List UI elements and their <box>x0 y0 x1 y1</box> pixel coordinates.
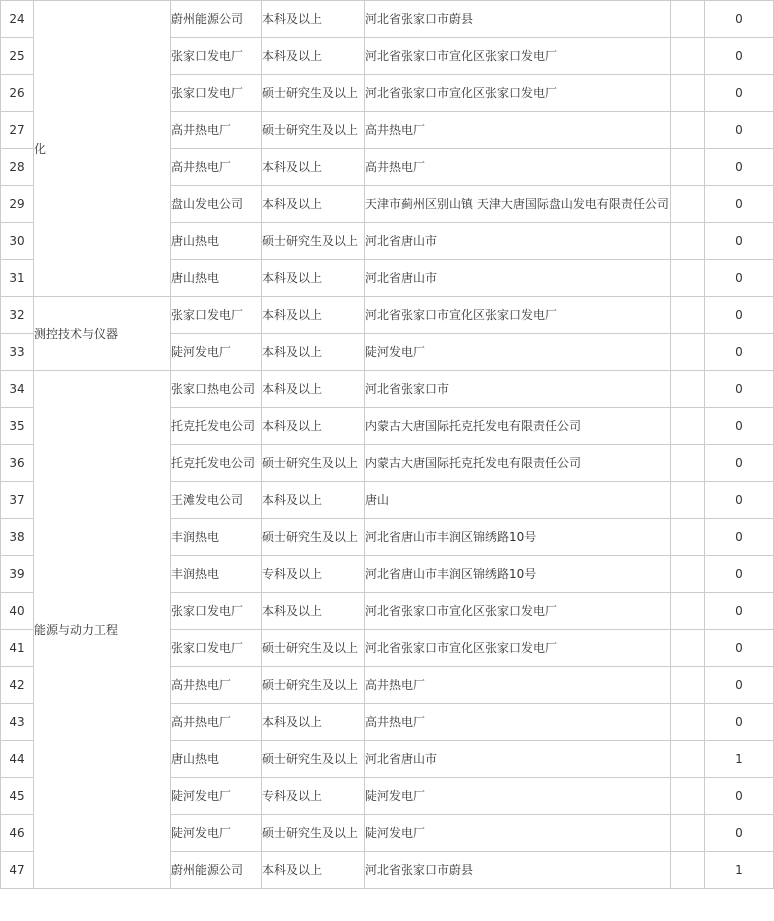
location-cell: 陡河发电厂 <box>365 815 671 852</box>
location-cell: 河北省张家口市 <box>365 371 671 408</box>
location-cell: 河北省张家口市蔚县 <box>365 852 671 889</box>
education-cell: 本科及以上 <box>262 593 365 630</box>
blank-cell <box>671 630 705 667</box>
row-number-cell: 26 <box>1 75 34 112</box>
education-cell: 本科及以上 <box>262 408 365 445</box>
row-number-cell: 30 <box>1 223 34 260</box>
blank-cell <box>671 852 705 889</box>
location-cell: 河北省张家口市宣化区张家口发电厂 <box>365 297 671 334</box>
education-cell: 硕士研究生及以上 <box>262 445 365 482</box>
blank-cell <box>671 38 705 75</box>
education-cell: 本科及以上 <box>262 186 365 223</box>
education-cell: 专科及以上 <box>262 778 365 815</box>
blank-cell <box>671 408 705 445</box>
value-cell: 0 <box>705 223 774 260</box>
value-cell: 0 <box>705 408 774 445</box>
blank-cell <box>671 593 705 630</box>
blank-cell <box>671 75 705 112</box>
company-cell: 托克托发电公司 <box>171 445 262 482</box>
value-cell: 1 <box>705 852 774 889</box>
value-cell: 0 <box>705 630 774 667</box>
row-number-cell: 29 <box>1 186 34 223</box>
company-cell: 蔚州能源公司 <box>171 852 262 889</box>
education-cell: 硕士研究生及以上 <box>262 519 365 556</box>
row-number-cell: 44 <box>1 741 34 778</box>
value-cell: 0 <box>705 38 774 75</box>
blank-cell <box>671 112 705 149</box>
location-cell: 河北省唐山市 <box>365 223 671 260</box>
company-cell: 蔚州能源公司 <box>171 1 262 38</box>
row-number-cell: 37 <box>1 482 34 519</box>
location-cell: 唐山 <box>365 482 671 519</box>
table-row <box>1 297 774 334</box>
location-cell: 高井热电厂 <box>365 112 671 149</box>
company-cell: 高井热电厂 <box>171 112 262 149</box>
company-cell: 张家口发电厂 <box>171 630 262 667</box>
row-number-cell: 40 <box>1 593 34 630</box>
company-cell: 盘山发电公司 <box>171 186 262 223</box>
blank-cell <box>671 334 705 371</box>
education-cell: 硕士研究生及以上 <box>262 630 365 667</box>
location-cell: 河北省唐山市 <box>365 741 671 778</box>
education-cell: 本科及以上 <box>262 482 365 519</box>
education-cell: 硕士研究生及以上 <box>262 815 365 852</box>
location-cell: 高井热电厂 <box>365 704 671 741</box>
location-cell: 内蒙古大唐国际托克托发电有限责任公司 <box>365 445 671 482</box>
row-number-cell: 28 <box>1 149 34 186</box>
row-number-cell: 41 <box>1 630 34 667</box>
company-cell: 张家口发电厂 <box>171 297 262 334</box>
row-number-cell: 43 <box>1 704 34 741</box>
location-cell: 河北省张家口市宣化区张家口发电厂 <box>365 38 671 75</box>
table-body <box>1 1 774 889</box>
row-number-cell: 47 <box>1 852 34 889</box>
education-cell: 本科及以上 <box>262 334 365 371</box>
blank-cell <box>671 815 705 852</box>
value-cell: 0 <box>705 815 774 852</box>
location-cell: 河北省张家口市宣化区张家口发电厂 <box>365 593 671 630</box>
blank-cell <box>671 667 705 704</box>
row-number-cell: 39 <box>1 556 34 593</box>
company-cell: 高井热电厂 <box>171 704 262 741</box>
location-cell: 内蒙古大唐国际托克托发电有限责任公司 <box>365 408 671 445</box>
value-cell: 0 <box>705 149 774 186</box>
company-cell: 张家口发电厂 <box>171 38 262 75</box>
education-cell: 硕士研究生及以上 <box>262 112 365 149</box>
row-number-cell: 33 <box>1 334 34 371</box>
value-cell: 0 <box>705 260 774 297</box>
blank-cell <box>671 186 705 223</box>
row-number-cell: 36 <box>1 445 34 482</box>
education-cell: 硕士研究生及以上 <box>262 75 365 112</box>
blank-cell <box>671 704 705 741</box>
blank-cell <box>671 149 705 186</box>
location-cell: 天津市蓟州区别山镇 天津大唐国际盘山发电有限责任公司 <box>365 186 671 223</box>
blank-cell <box>671 297 705 334</box>
education-cell: 专科及以上 <box>262 556 365 593</box>
table-row <box>1 371 774 408</box>
blank-cell <box>671 556 705 593</box>
location-cell: 陡河发电厂 <box>365 778 671 815</box>
company-cell: 丰润热电 <box>171 519 262 556</box>
blank-cell <box>671 482 705 519</box>
value-cell: 0 <box>705 778 774 815</box>
table-row <box>1 1 774 38</box>
location-cell: 河北省张家口市蔚县 <box>365 1 671 38</box>
education-cell: 本科及以上 <box>262 852 365 889</box>
education-cell: 本科及以上 <box>262 149 365 186</box>
blank-cell <box>671 778 705 815</box>
education-cell: 本科及以上 <box>262 704 365 741</box>
location-cell: 河北省唐山市丰润区锦绣路10号 <box>365 519 671 556</box>
row-number-cell: 25 <box>1 38 34 75</box>
location-cell: 河北省张家口市宣化区张家口发电厂 <box>365 75 671 112</box>
blank-cell <box>671 260 705 297</box>
company-cell: 陡河发电厂 <box>171 334 262 371</box>
location-cell: 高井热电厂 <box>365 667 671 704</box>
row-number-cell: 42 <box>1 667 34 704</box>
row-number-cell: 31 <box>1 260 34 297</box>
blank-cell <box>671 445 705 482</box>
row-number-cell: 38 <box>1 519 34 556</box>
company-cell: 陡河发电厂 <box>171 778 262 815</box>
row-number-cell: 32 <box>1 297 34 334</box>
location-cell: 高井热电厂 <box>365 149 671 186</box>
education-cell: 硕士研究生及以上 <box>262 667 365 704</box>
value-cell: 0 <box>705 334 774 371</box>
blank-cell <box>671 371 705 408</box>
category-cell: 测控技术与仪器 <box>34 297 171 371</box>
education-cell: 本科及以上 <box>262 297 365 334</box>
company-cell: 托克托发电公司 <box>171 408 262 445</box>
company-cell: 丰润热电 <box>171 556 262 593</box>
value-cell: 0 <box>705 593 774 630</box>
value-cell: 0 <box>705 112 774 149</box>
location-cell: 河北省唐山市 <box>365 260 671 297</box>
value-cell: 0 <box>705 482 774 519</box>
location-cell: 河北省唐山市丰润区锦绣路10号 <box>365 556 671 593</box>
row-number-cell: 34 <box>1 371 34 408</box>
value-cell: 0 <box>705 445 774 482</box>
row-number-cell: 27 <box>1 112 34 149</box>
blank-cell <box>671 223 705 260</box>
value-cell: 0 <box>705 519 774 556</box>
value-cell: 0 <box>705 75 774 112</box>
company-cell: 高井热电厂 <box>171 667 262 704</box>
company-cell: 张家口发电厂 <box>171 75 262 112</box>
value-cell: 0 <box>705 667 774 704</box>
blank-cell <box>671 1 705 38</box>
education-cell: 硕士研究生及以上 <box>262 223 365 260</box>
company-cell: 陡河发电厂 <box>171 815 262 852</box>
value-cell: 0 <box>705 297 774 334</box>
row-number-cell: 45 <box>1 778 34 815</box>
education-cell: 硕士研究生及以上 <box>262 741 365 778</box>
blank-cell <box>671 741 705 778</box>
education-cell: 本科及以上 <box>262 260 365 297</box>
row-number-cell: 24 <box>1 1 34 38</box>
location-cell: 河北省张家口市宣化区张家口发电厂 <box>365 630 671 667</box>
value-cell: 0 <box>705 186 774 223</box>
company-cell: 唐山热电 <box>171 223 262 260</box>
education-cell: 本科及以上 <box>262 371 365 408</box>
education-cell: 本科及以上 <box>262 38 365 75</box>
row-number-cell: 46 <box>1 815 34 852</box>
category-cell: 能源与动力工程 <box>34 371 171 889</box>
value-cell: 0 <box>705 556 774 593</box>
location-cell: 陡河发电厂 <box>365 334 671 371</box>
company-cell: 唐山热电 <box>171 260 262 297</box>
company-cell: 高井热电厂 <box>171 149 262 186</box>
company-cell: 张家口发电厂 <box>171 593 262 630</box>
company-cell: 唐山热电 <box>171 741 262 778</box>
blank-cell <box>671 519 705 556</box>
value-cell: 0 <box>705 1 774 38</box>
value-cell: 0 <box>705 704 774 741</box>
company-cell: 张家口热电公司 <box>171 371 262 408</box>
education-cell: 本科及以上 <box>262 1 365 38</box>
row-number-cell: 35 <box>1 408 34 445</box>
value-cell: 0 <box>705 371 774 408</box>
value-cell: 1 <box>705 741 774 778</box>
company-cell: 王滩发电公司 <box>171 482 262 519</box>
category-cell: 化 <box>34 1 171 297</box>
